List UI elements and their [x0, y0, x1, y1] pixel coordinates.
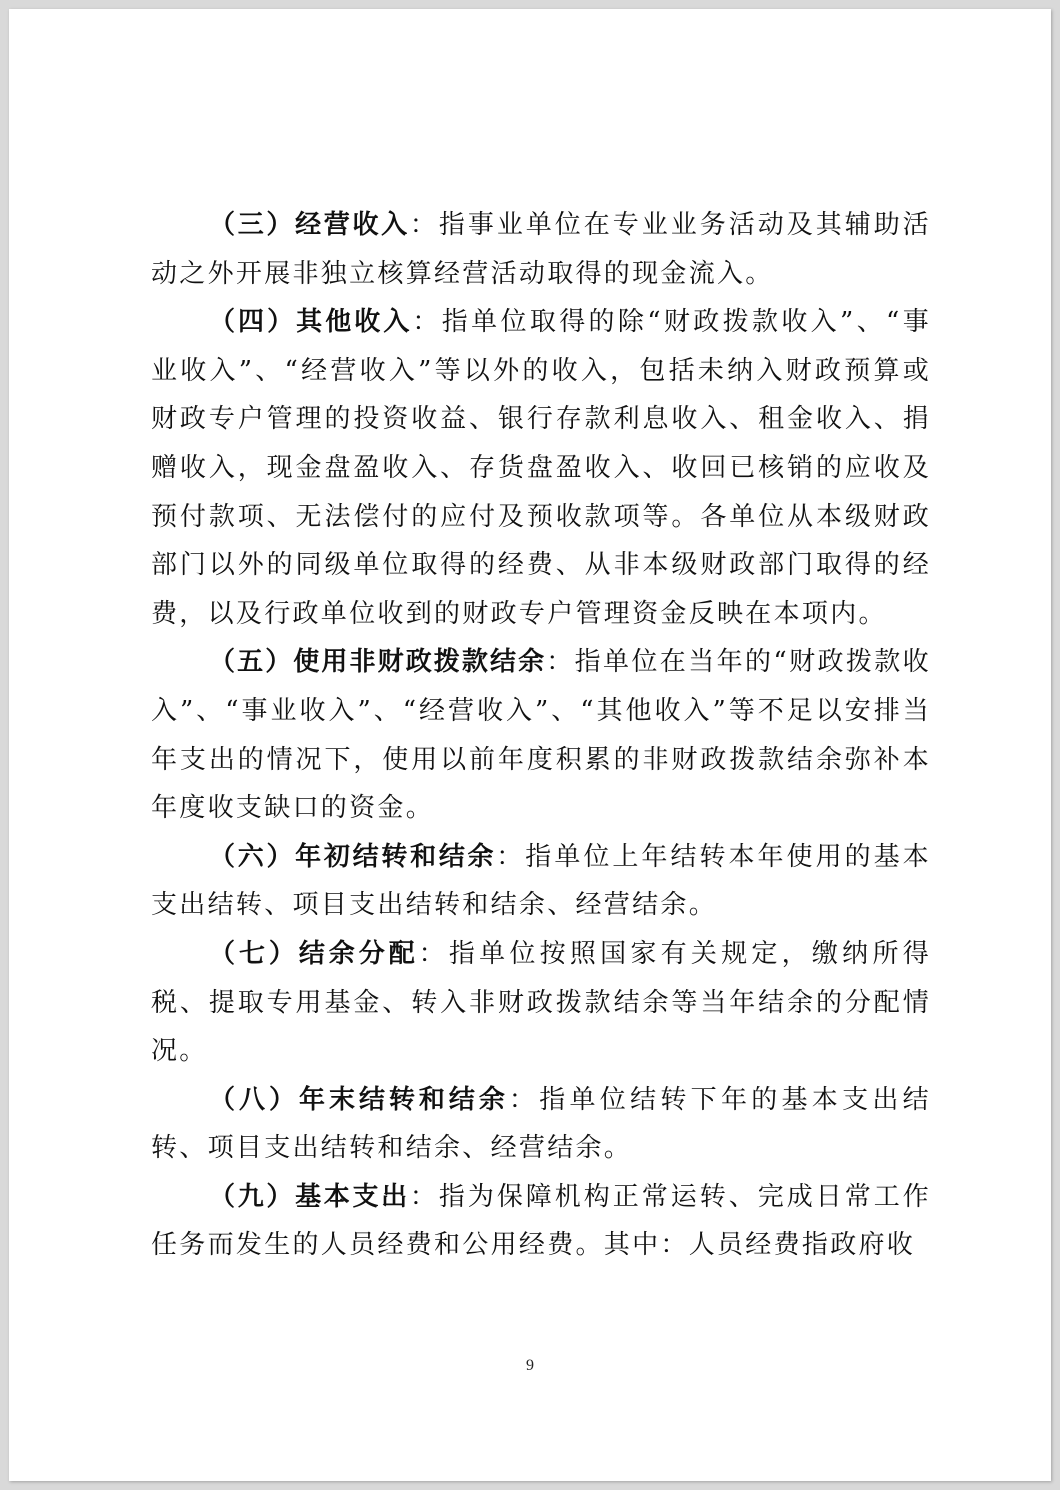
paragraph-text: ：指单位结转下年的基本支出结转、项目支出结转和结余、经营结余。	[151, 1084, 931, 1164]
paragraph-surplus-distribution	[151, 930, 931, 1076]
paragraph-text: ：指事业单位在专业业务活动及其辅助活动之外开展非独立核算经营活动取得的现金流入。	[151, 210, 931, 289]
paragraph-text: ：指单位在当年的“财政拨款收入”、“事业收入”、“经营收入”、“其他收入”等不足以安排当年支出的情况下，使用以前年度积累的非财政拨款结余弥补本年度收支缺口的资金。	[151, 647, 931, 824]
paragraph-heading: （六）年初结转和结余	[209, 841, 497, 872]
paragraph-heading: （九）基本支出	[209, 1181, 410, 1212]
paragraph-heading: （四）其他收入	[209, 307, 413, 338]
paragraph-text: ：指单位取得的除“财政拨款收入”、“事业收入”、“经营收入”等以外的收入，包括未纳入财政预算或财政专户管理的投资收益、银行存款利息收入、租金收入、捐赠收入，现金盘盈收入、存货盘盈收入、收回已核销的应收及预付款项、无法偿付的应付及预收款项等。各单位从本级财政部门以外的同级单位取得的经费、从非本级财政部门取得的经费，以及行政单位收到的财政专户管理资金反映在本项内。	[151, 307, 931, 629]
paragraph-non-fiscal-surplus	[151, 638, 931, 832]
paragraph-basic-expenditure	[151, 1173, 931, 1270]
paragraph-heading: （三）经营收入	[209, 210, 410, 240]
paragraph-text: ：指为保障机构正常运转、完成日常工作任务而发生的人员经费和公用经费。其中：人员经费指政府收	[151, 1181, 931, 1261]
page-number: 9	[526, 1357, 534, 1374]
paragraph-operating-income	[151, 201, 931, 298]
document-page	[9, 9, 1051, 1481]
paragraph-heading: （五）使用非财政拨款结余	[209, 647, 547, 678]
paragraph-heading: （七）结余分配	[209, 938, 419, 969]
paragraph-heading: （八）年末结转和结余	[209, 1084, 509, 1115]
paragraph-closing-balance	[151, 1076, 931, 1173]
paragraph-other-income	[151, 298, 931, 638]
paragraph-text: ：指单位按照国家有关规定，缴纳所得税、提取专用基金、转入非财政拨款结余等当年结余的分配情况。	[151, 938, 931, 1067]
paragraph-opening-balance	[151, 833, 931, 930]
document-body	[151, 201, 931, 1270]
paragraph-text: ：指单位上年结转本年使用的基本支出结转、项目支出结转和结余、经营结余。	[151, 841, 931, 921]
